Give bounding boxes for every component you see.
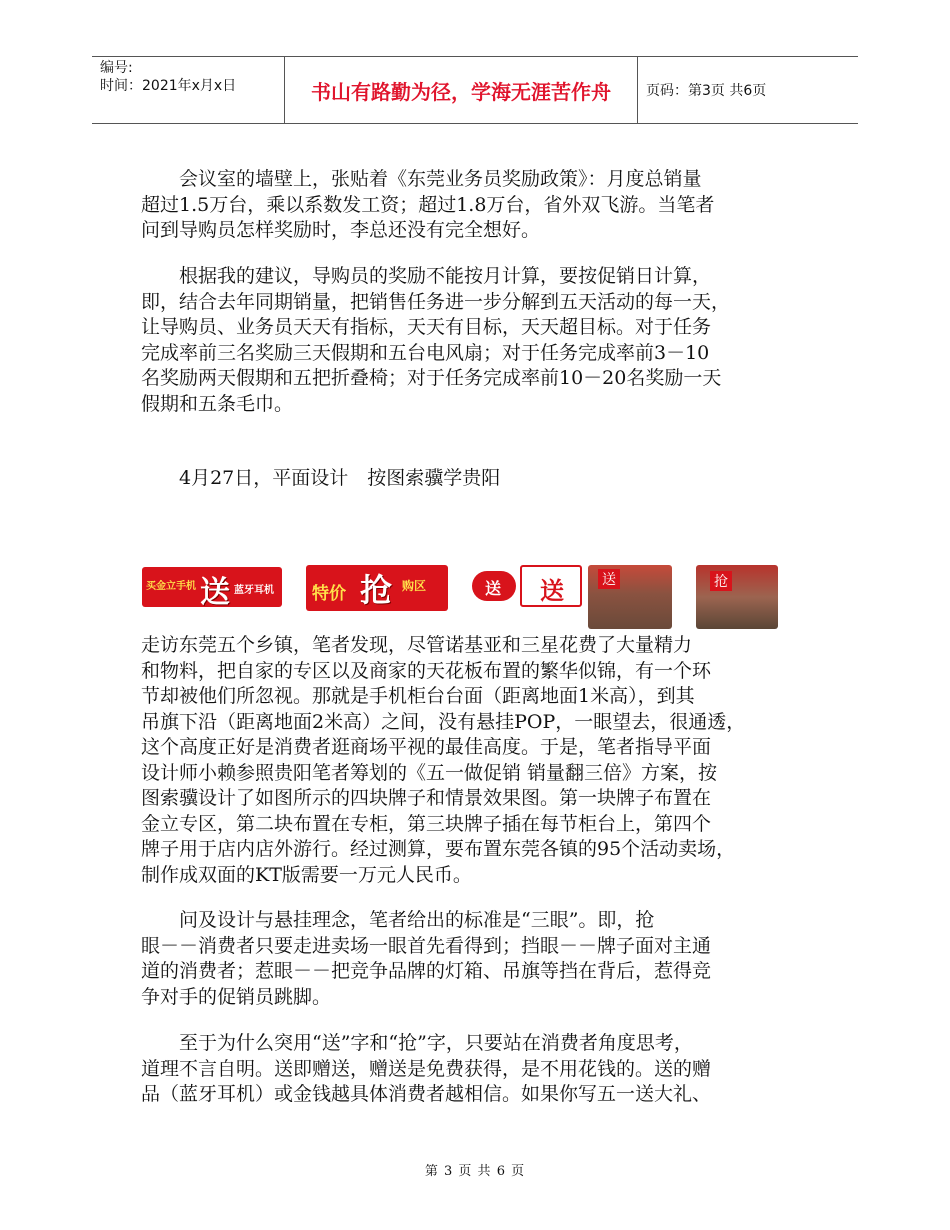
- store-scene-photo-1: [588, 565, 672, 629]
- scene-2-text: 抢: [710, 571, 732, 591]
- paragraph-5: 至于为什么突用“送”字和“抢”字，只要站在消费者角度思考， 道理不言自明。送即赠送，赠送是免费获得，是不用花钱的。送的赠 品（蓝牙耳机）或金钱越具体消费者越相信。如果你写五一送大礼、: [141, 1032, 712, 1105]
- banner-2-small-text: 特价: [312, 584, 346, 604]
- banner-1-big-text: 送: [200, 575, 230, 607]
- banner-1-tail-text: 蓝牙耳机: [234, 585, 274, 596]
- banner-images-row: [142, 565, 782, 631]
- header-meta: [92, 57, 285, 123]
- header-motto: 书山有路勤为径，学海无涯苦作舟: [285, 57, 638, 123]
- paragraph-4: 问及设计与悬挂理念，笔者给出的标准是“三眼”。即，抢 眼－－消费者只要走进卖场一眼首先看得到；挡眼－－牌子面对主通 道的消费者；惹眼－－把竞争品牌的灯箱、吊旗等挡在背后，惹得竞 争对手的促销员跳脚。: [141, 909, 712, 1008]
- number-label: 编号:: [100, 60, 133, 76]
- store-scene-photo-2: [696, 565, 778, 629]
- banner-special-grab: [306, 565, 448, 611]
- scene-1-text: 送: [598, 569, 620, 589]
- banner-1-small-text: 买金立手机: [146, 581, 196, 592]
- banner-2-tail-text: 购区: [402, 579, 427, 593]
- banner-heart: [472, 571, 516, 601]
- page-footer: 第 3 页 共 6 页: [424, 1164, 526, 1179]
- banner-4-text: 送: [540, 577, 564, 605]
- banner-3-text: 送: [485, 579, 502, 598]
- banner-2-big-text: 抢: [360, 571, 393, 609]
- banner-send-headset: [142, 567, 282, 607]
- page-header: [92, 56, 858, 124]
- paragraph-1: 会议室的墙壁上，张贴着《东莞业务员奖励政策》：月度总销量 超过1.5万台，乘以系数发工资；超过1.8万台，省外双飞游。当笔者 问到导购员怎样奖励时，李总还没有完全想好。: [141, 168, 715, 241]
- section-heading: 4月27日，平面设计 按图索骥学贵阳: [141, 467, 501, 489]
- paragraph-3: 走访东莞五个乡镇，笔者发现，尽管诺基亚和三星花费了大量精力 和物料，把自家的专区以及商家的天花板布置的繁华似锦，有一个环 节却被他们所忽视。那就是手机柜台台面（距离地面1米高），到其 吊旗下沿（距离地面2米高）之间，没有悬挂POP，一眼望去，很通透， 这个高度正好是消费者逛商场平视的最佳高度。于是，笔者指导平面 设计师小赖参照贵阳笔者筹划的《五一做促销 销量翻三倍》方案，按 图索骥设计了如图所示的四块牌子和情景效果图。第一块牌子布置在 金立专区，第二块布置在专柜，第三块牌子插在每节柜台上，第四个 牌子用于店内店外游行。经过测算，要布置东莞各镇的95个活动卖场， 制作成双面的KT版需要一万元人民币。: [141, 634, 746, 886]
- time-label: 时间：2021年x月x日: [100, 78, 237, 94]
- banner-card-send: [520, 565, 582, 607]
- paragraph-2: 根据我的建议，导购员的奖励不能按月计算，要按促销日计算， 即，结合去年同期销量，把销售任务进一步分解到五天活动的每一天， 让导购员、业务员天天有指标，天天有目标，天天超目标。对于任务 完成率前三名奖励三天假期和五台电风扇；对于任务完成率前3－10 名奖励两天假期和五把折叠椅；对于任务完成率前10－20名奖励一天 假期和五条毛巾。: [141, 265, 731, 415]
- header-page-label: 页码：第3页 共6页: [646, 83, 767, 99]
